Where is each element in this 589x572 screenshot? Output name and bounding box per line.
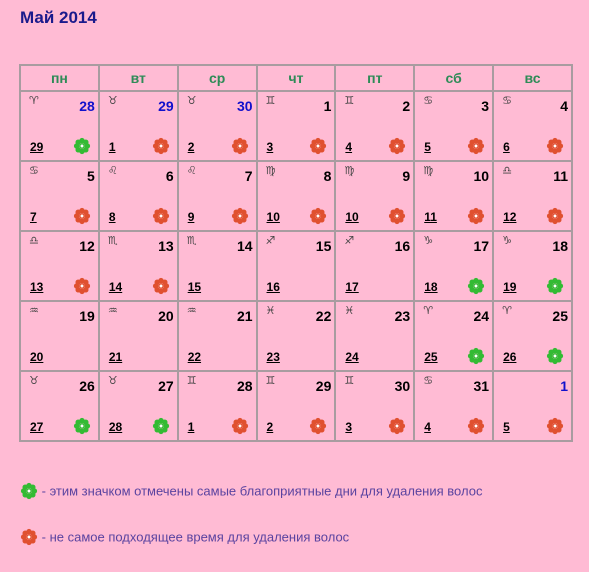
zodiac-sign-icon: ♒ [186,304,197,317]
zodiac-sign-icon: ♌ [186,164,197,177]
day-number: 25 [552,308,568,324]
lunar-day-link[interactable]: 13 [30,280,44,294]
lunar-day-link[interactable]: 7 [30,210,37,224]
good-flower-icon [152,417,170,435]
bad-flower-icon [467,417,485,435]
zodiac-sign-icon: ♌ [107,164,118,177]
zodiac-sign-icon: ♍ [423,164,434,177]
bad-flower-icon [309,417,327,435]
weekday-sat: сб [414,65,493,91]
lunar-day-link[interactable]: 28 [108,420,123,434]
lunar-day-link[interactable]: 26 [503,350,517,364]
day-number: 28 [79,98,95,114]
zodiac-sign-icon: ♐ [344,234,355,247]
calendar-day-cell[interactable] [257,301,336,371]
zodiac-sign-icon: ♓ [265,304,276,317]
calendar-week-row [20,231,572,301]
day-number: 9 [402,168,411,184]
day-number: 15 [315,238,332,254]
day-number: 18 [552,238,568,254]
calendar-day-cell[interactable] [257,371,336,441]
zodiac-sign-icon: ♒ [107,304,118,317]
lunar-day-link[interactable]: 11 [424,210,437,224]
bad-flower-icon [73,277,91,295]
lunar-day-link[interactable]: 4 [424,420,431,434]
lunar-day-link[interactable]: 21 [108,350,123,364]
zodiac-sign-icon: ♉ [186,94,197,107]
zodiac-sign-icon: ♎ [502,164,512,177]
weekday-tue: вт [99,65,178,91]
day-number: 29 [315,378,332,394]
zodiac-sign-icon: ♉ [107,94,118,107]
calendar-day-cell[interactable] [335,301,414,371]
calendar-day-cell[interactable] [257,231,336,301]
calendar-day-cell[interactable] [257,161,336,231]
day-number: 7 [244,168,253,184]
day-number: 4 [560,98,568,114]
lunar-day-link[interactable]: 16 [266,280,280,294]
zodiac-sign-icon: ♐ [265,234,276,247]
lunar-day-link[interactable]: 24 [345,350,359,364]
calendar-day-cell[interactable] [335,371,414,441]
bad-flower-icon [546,137,564,155]
calendar-day-cell[interactable] [20,301,99,371]
zodiac-sign-icon: ♎ [29,234,39,247]
good-flower-icon [467,347,485,365]
calendar-day-cell[interactable] [335,91,414,161]
zodiac-sign-icon: ♏ [107,234,118,247]
calendar-day-cell[interactable] [493,161,572,231]
day-number: 1 [323,98,332,114]
bad-flower-icon [309,207,327,225]
calendar-day-cell[interactable] [414,301,493,371]
bad-flower-icon [231,137,249,155]
lunar-day-link[interactable]: 17 [345,280,359,294]
bad-flower-icon [20,528,38,546]
lunar-day-link[interactable]: 29 [30,140,44,154]
zodiac-sign-icon: ♊ [344,374,355,387]
zodiac-sign-icon: ♓ [344,304,355,317]
lunar-day-link[interactable]: 1 [108,140,116,154]
good-flower-icon [546,347,564,365]
zodiac-sign-icon: ♋ [502,94,512,107]
calendar-day-cell[interactable] [99,231,178,301]
day-number: 24 [473,308,490,324]
lunar-day-link[interactable]: 19 [503,280,517,294]
good-flower-icon [73,417,91,435]
bad-flower-icon [309,137,327,155]
legend-bad [20,528,349,546]
lunar-day-link[interactable]: 6 [503,140,510,154]
calendar-day-cell[interactable] [335,231,414,301]
lunar-day-link[interactable]: 20 [30,350,44,364]
day-number: 10 [473,168,490,184]
calendar-day-cell[interactable] [493,231,572,301]
calendar-day-cell[interactable] [20,91,99,161]
calendar-day-cell[interactable] [335,161,414,231]
day-number: 31 [473,378,490,394]
bad-flower-icon [546,207,564,225]
day-number: 12 [79,238,95,254]
lunar-day-link[interactable]: 8 [108,210,116,224]
zodiac-sign-icon: ♊ [265,94,276,107]
zodiac-sign-icon: ♋ [423,374,434,387]
calendar-day-cell[interactable] [493,91,572,161]
zodiac-sign-icon: ♈ [423,304,434,317]
day-number: 6 [165,168,174,184]
day-number: 5 [87,168,95,184]
zodiac-sign-icon: ♏ [186,234,197,247]
bad-flower-icon [388,417,406,435]
weekday-wed: ср [178,65,257,91]
bad-flower-icon [152,137,170,155]
page-title: Май 2014 [20,8,97,27]
lunar-day-link[interactable]: 5 [424,140,431,154]
calendar-day-cell[interactable] [414,161,493,231]
bad-flower-icon [388,207,406,225]
calendar-week-row [20,301,572,371]
lunar-day-link[interactable]: 12 [503,210,517,224]
day-number: 28 [236,378,253,394]
zodiac-sign-icon: ♋ [423,94,434,107]
weekday-header-row [20,65,572,91]
lunar-day-link[interactable]: 3 [266,140,274,154]
calendar-day-cell[interactable] [414,231,493,301]
day-number: 30 [236,98,253,114]
zodiac-sign-icon: ♒ [29,304,39,317]
lunar-day-link[interactable]: 2 [266,420,274,434]
legend-good-text: - этим значком отмечены самые благоприятные дни для удаления волос [41,483,483,499]
day-number: 30 [394,378,411,394]
lunar-day-link[interactable]: 22 [187,350,202,364]
day-number: 2 [402,98,411,114]
day-number: 19 [79,308,95,324]
bad-flower-icon [231,207,249,225]
day-number: 27 [158,378,174,394]
lunar-day-link[interactable]: 15 [187,280,202,294]
weekday-mon: пн [20,65,99,91]
zodiac-sign-icon: ♉ [29,374,39,387]
zodiac-sign-icon: ♍ [265,164,276,177]
lunar-day-link[interactable]: 10 [345,210,359,224]
lunar-day-link[interactable]: 23 [266,350,280,364]
bad-flower-icon [388,137,406,155]
calendar-day-cell[interactable] [493,301,572,371]
calendar-day-cell[interactable] [99,161,178,231]
zodiac-sign-icon: ♋ [29,164,39,177]
lunar-day-link[interactable]: 3 [345,420,353,434]
bad-flower-icon [467,137,485,155]
lunar-day-link[interactable]: 14 [108,280,123,294]
calendar-day-cell[interactable] [20,231,99,301]
calendar-day-cell[interactable] [20,161,99,231]
calendar-day-cell[interactable] [493,371,572,441]
calendar-day-cell[interactable] [99,91,178,161]
legend-bad-text: - не самое подходящее время для удаления волос [41,529,350,545]
calendar-day-cell[interactable] [414,91,493,161]
calendar-day-cell[interactable] [414,371,493,441]
legend-good [20,482,482,500]
bad-flower-icon [546,417,564,435]
calendar-table [19,64,573,442]
day-number: 8 [323,168,332,184]
zodiac-sign-icon: ♍ [344,164,355,177]
weekday-sun: вс [493,65,572,91]
weekday-fri: пт [335,65,414,91]
day-number: 22 [315,308,332,324]
zodiac-sign-icon: ♊ [186,374,197,387]
day-number: 26 [79,378,95,394]
bad-flower-icon [231,417,249,435]
zodiac-sign-icon: ♑ [423,234,434,247]
day-number: 14 [236,238,253,254]
day-number: 23 [394,308,411,324]
good-flower-icon [20,482,38,500]
day-number: 21 [236,308,253,324]
lunar-day-link[interactable]: 1 [187,420,195,434]
lunar-day-link[interactable]: 18 [424,280,438,294]
calendar-day-cell[interactable] [20,371,99,441]
calendar-day-cell[interactable] [178,371,257,441]
day-number: 17 [473,238,490,254]
weekday-thu: чт [257,65,336,91]
day-number: 16 [394,238,411,254]
zodiac-sign-icon: ♊ [265,374,276,387]
calendar-day-cell[interactable] [178,91,257,161]
lunar-day-link[interactable]: 10 [266,210,280,224]
lunar-day-link[interactable]: 25 [424,350,438,364]
calendar-week-row [20,161,572,231]
calendar-week-row [20,91,572,161]
calendar-day-cell[interactable] [178,301,257,371]
zodiac-sign-icon: ♑ [502,234,512,247]
good-flower-icon [546,277,564,295]
zodiac-sign-icon: ♈ [502,304,512,317]
zodiac-sign-icon: ♊ [344,94,355,107]
day-number: 20 [158,308,174,324]
bad-flower-icon [152,277,170,295]
lunar-day-link[interactable]: 2 [187,140,195,154]
calendar-day-cell[interactable] [257,91,336,161]
day-number: 1 [560,378,568,394]
good-flower-icon [73,137,91,155]
day-number: 29 [158,98,174,114]
calendar-day-cell[interactable] [178,231,257,301]
bad-flower-icon [152,207,170,225]
day-number: 11 [553,168,568,184]
bad-flower-icon [73,207,91,225]
good-flower-icon [467,277,485,295]
day-number: 13 [158,238,174,254]
calendar-day-cell[interactable] [99,301,178,371]
zodiac-sign-icon: ♉ [107,374,118,387]
lunar-day-link[interactable]: 27 [30,420,44,434]
calendar-day-cell[interactable] [178,161,257,231]
day-number: 3 [481,98,490,114]
zodiac-sign-icon: ♈ [29,94,39,107]
bad-flower-icon [467,207,485,225]
lunar-day-link[interactable]: 4 [345,140,353,154]
lunar-day-link[interactable]: 9 [187,210,195,224]
lunar-day-link[interactable]: 5 [503,420,510,434]
calendar-week-row [20,371,572,441]
calendar-day-cell[interactable] [99,371,178,441]
